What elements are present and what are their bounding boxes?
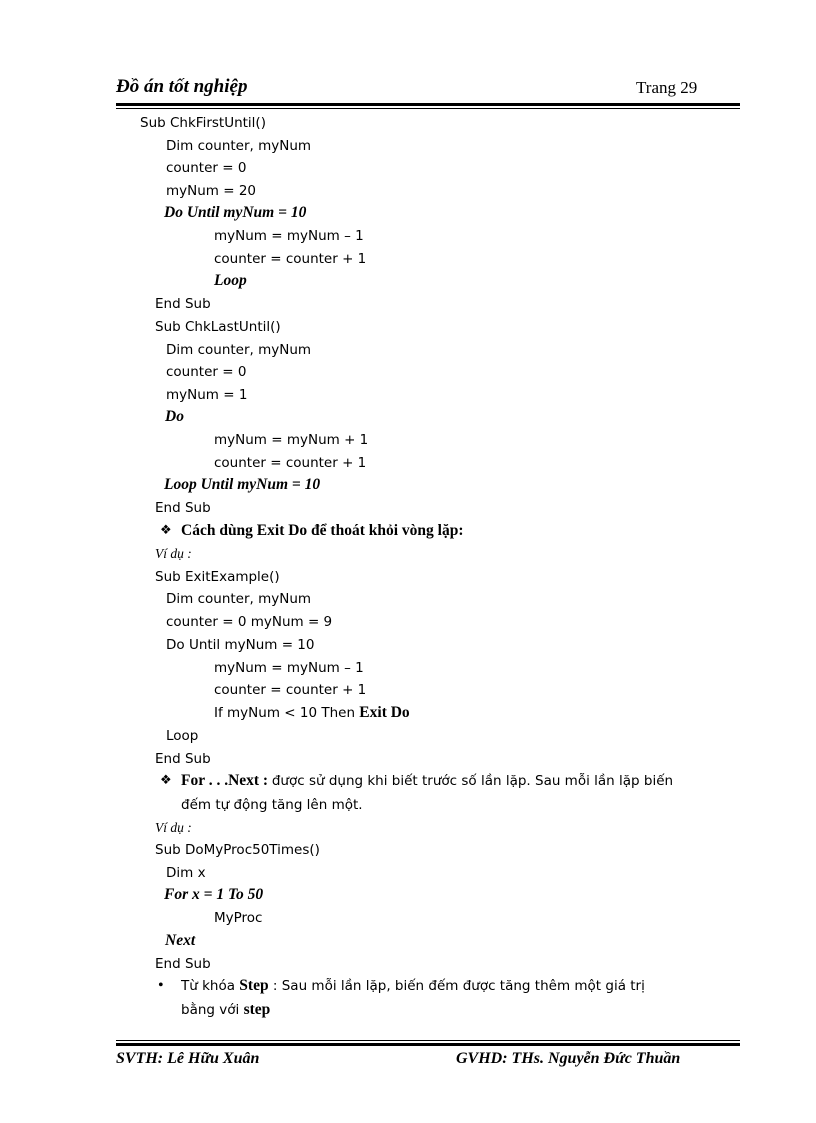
code-line: Sub DoMyProc50Times() <box>155 842 320 858</box>
paragraph-text: Từ khóa <box>181 978 240 994</box>
footer-rule-thin <box>116 1040 740 1041</box>
paragraph-text: được sử dụng khi biết trước số lần lặp. Sau mỗi lần lặp biến <box>271 773 674 789</box>
footer-student: SVTH: Lê Hữu Xuân <box>116 1050 260 1067</box>
code-line: Loop <box>166 728 199 744</box>
paragraph-text: bằng với <box>181 1002 244 1018</box>
code-line: End Sub <box>155 956 211 972</box>
header-rule-thick <box>116 103 740 106</box>
code-line: myNum = 20 <box>166 183 257 199</box>
code-line: End Sub <box>155 500 211 516</box>
round-bullet-icon: • <box>158 977 164 994</box>
code-line: MyProc <box>214 910 263 926</box>
code-line: myNum = myNum – 1 <box>214 228 364 244</box>
code-line: Sub ChkLastUntil() <box>155 319 281 335</box>
code-line: counter = 0 <box>166 160 247 176</box>
code-line: Dim counter, myNum <box>166 342 312 358</box>
term-label: Step <box>239 977 269 994</box>
code-line: counter = 0 myNum = 9 <box>166 614 333 630</box>
header-rule-thin <box>116 108 740 109</box>
paragraph-text: : Sau mỗi lần lặp, biến đếm được tăng thêm một giá trị <box>268 978 645 994</box>
code-line: End Sub <box>155 751 211 767</box>
diamond-bullet-icon: ❖ <box>160 523 172 538</box>
code-line: Dim counter, myNum <box>166 138 312 154</box>
section-heading: Cách dùng Exit Do để thoát khỏi vòng lặp: <box>181 522 464 539</box>
paragraph-line <box>181 771 673 791</box>
code-line: counter = counter + 1 <box>214 682 367 698</box>
term-label: For . . .Next : <box>181 772 269 789</box>
page-number: Trang 29 <box>636 78 698 97</box>
code-line <box>214 703 410 723</box>
code-line: End Sub <box>155 296 211 312</box>
code-keyword-line: Do Until myNum = 10 <box>164 204 307 221</box>
code-keyword-line: Do <box>165 408 184 425</box>
example-label: Ví dụ : <box>155 546 192 561</box>
code-line: myNum = 1 <box>166 387 248 403</box>
term-label: step <box>243 1001 271 1018</box>
footer-advisor: GVHD: THs. Nguyễn Đức Thuần <box>456 1050 681 1067</box>
code-line: counter = counter + 1 <box>214 251 367 267</box>
paragraph-line: đếm tự động tăng lên một. <box>181 797 363 813</box>
code-line: myNum = myNum + 1 <box>214 432 369 448</box>
code-keyword-line: Loop <box>214 272 247 289</box>
paragraph-line <box>181 976 645 996</box>
code-keyword-line: Next <box>165 932 196 949</box>
code-line: Sub ChkFirstUntil() <box>140 115 266 131</box>
paragraph-line <box>181 1000 270 1020</box>
code-line: counter = 0 <box>166 364 247 380</box>
document-title: Đồ án tốt nghiệp <box>116 76 248 97</box>
code-line: Dim counter, myNum <box>166 591 312 607</box>
diamond-bullet-icon: ❖ <box>160 773 172 788</box>
footer-rule-thick <box>116 1043 740 1046</box>
code-line: Dim x <box>166 865 206 881</box>
code-text: If myNum < 10 Then <box>214 705 360 721</box>
code-keyword-line: Loop Until myNum = 10 <box>164 476 321 493</box>
code-line: myNum = myNum – 1 <box>214 660 364 676</box>
code-line: counter = counter + 1 <box>214 455 367 471</box>
code-keyword-line: For x = 1 To 50 <box>164 886 264 903</box>
example-label: Ví dụ : <box>155 820 192 835</box>
code-keyword: Exit Do <box>359 704 410 721</box>
code-line: Do Until myNum = 10 <box>166 637 315 653</box>
code-line: Sub ExitExample() <box>155 569 280 585</box>
